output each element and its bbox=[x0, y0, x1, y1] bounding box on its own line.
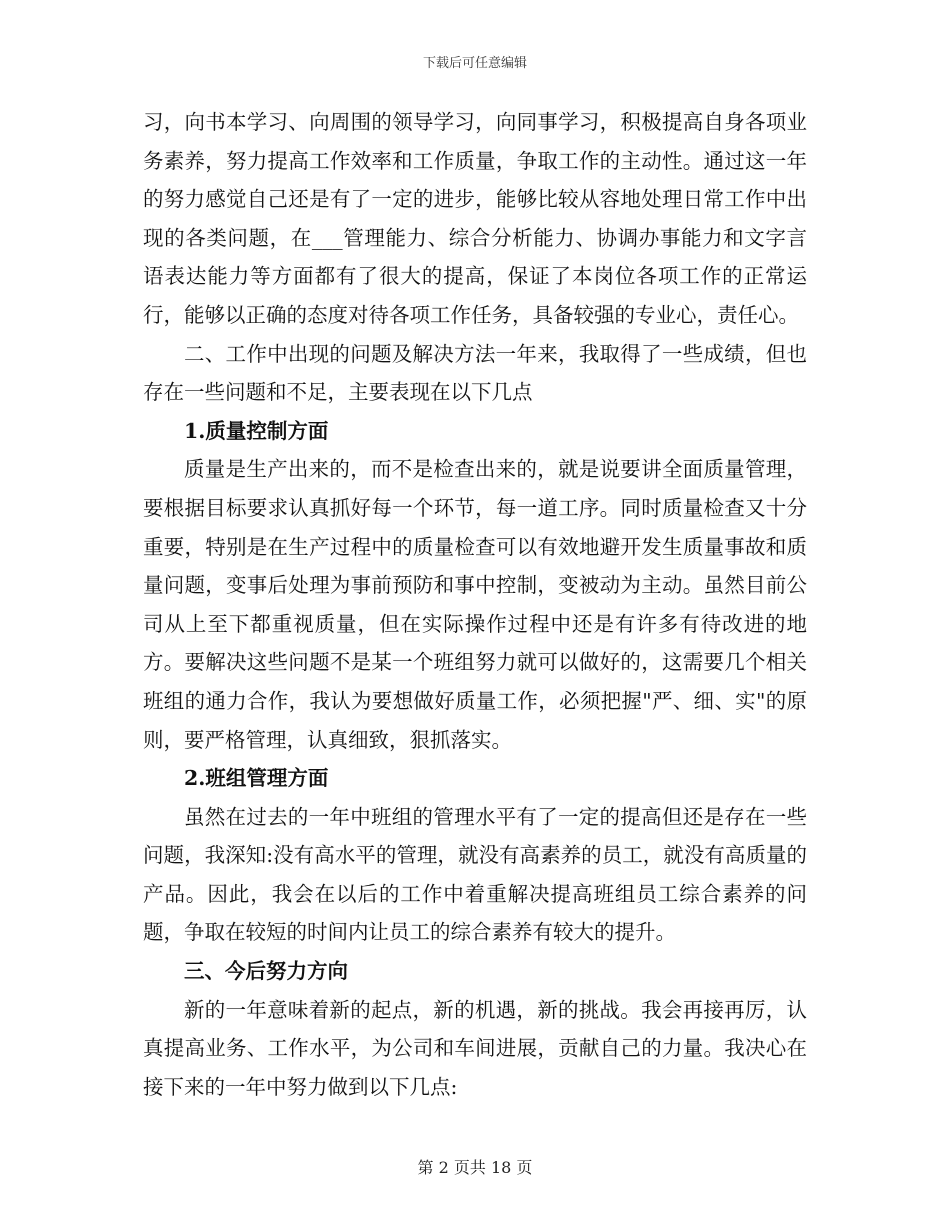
page-number-footer: 第 2 页共 18 页 bbox=[417, 1158, 533, 1177]
section-heading-quality-control: 1.质量控制方面 bbox=[184, 418, 329, 443]
section-heading-team-management: 2.班组管理方面 bbox=[184, 766, 329, 791]
paragraph-quality-control: 质量是生产出来的，而不是检查出来的，就是说要讲全面质量管理，要根据目标要求认真抓好每一个环节，每一道工序。同时质量检查又十分重要，特别是在生产过程中的质量检查可以有效地避开发生质量事故和质量问题，变事后处理为事前预防和事中控制，变被动为主动。虽然目前公司从上至下都重视质量，但在实际操作过程中还是有许多有待改进的地方。要解决这些问题不是某一个班组努力就可以做好的，这需要几个相关班组的通力合作，我认为要想做好质量工作，必须把握"严、细、实"的原则，要严格管理，认真细致，狠抓落实。 bbox=[143, 457, 807, 752]
paragraph-future-direction: 新的一年意味着新的起点，新的机遇，新的挑战。我会再接再厉，认真提高业务、工作水平，为公司和车间进展，贡献自己的力量。我决心在接下来的一年中努力做到以下几点: bbox=[143, 997, 807, 1099]
section-heading-future-direction: 三、今后努力方向 bbox=[184, 959, 348, 984]
paragraph-problems-intro: 二、工作中出现的问题及解决方法一年来，我取得了一些成绩，但也存在一些问题和不足，主要表现在以下几点 bbox=[143, 341, 807, 405]
document-body bbox=[143, 103, 807, 1106]
paragraph-team-management: 虽然在过去的一年中班组的管理水平有了一定的提高但还是存在一些问题，我深知:没有高水平的管理，就没有高素养的员工，就没有高质量的产品。因此，我会在以后的工作中着重解决提高班组员工综合素养的问题，争取在较短的时间内让员工的综合素养有较大的提升。 bbox=[143, 804, 807, 945]
page-header: 下载后可任意编辑 bbox=[422, 56, 527, 71]
paragraph-continuation: 习，向书本学习、向周围的领导学习，向同事学习，积极提高自身各项业务素养，努力提高工作效率和工作质量，争取工作的主动性。通过这一年的努力感觉自己还是有了一定的进步，能够比较从容地处理日常工作中出现的各类问题，在___管理能力、综合分析能力、协调办事能力和文字言语表达能力等方面都有了很大的提高，保证了本岗位各项工作的正常运行，能够以正确的态度对待各项工作任务，具备较强的专业心，责任心。 bbox=[143, 110, 807, 327]
